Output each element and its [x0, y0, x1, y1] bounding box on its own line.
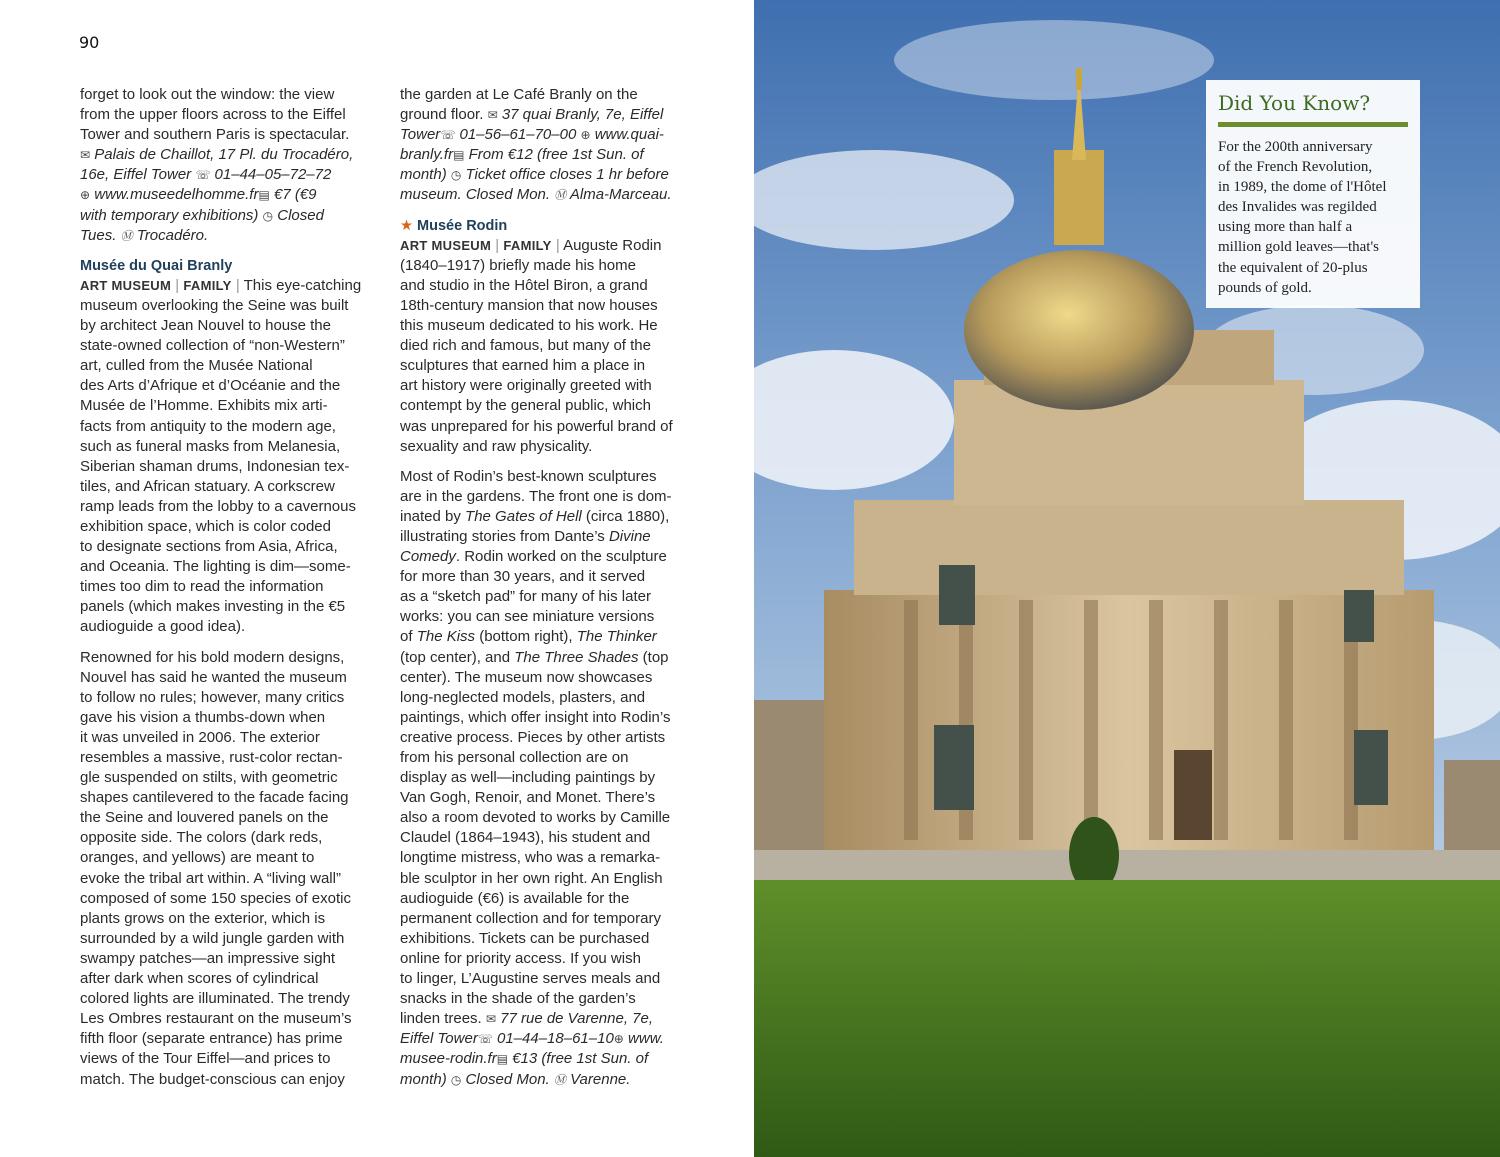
phone-text: 01–44–05–72–72	[214, 166, 332, 184]
category-tag: FAMILY	[183, 277, 232, 293]
rodin-para2	[400, 467, 698, 1090]
para-text: linden trees.	[400, 1010, 482, 1028]
para-line: to linger, L’Augustine serves meals and	[400, 970, 661, 988]
para-line: panels (which makes investing in the €5	[80, 598, 346, 616]
para-line: art history were originally greeted with	[400, 377, 652, 395]
section-title-quai-branly: Musée du Quai Branly	[80, 257, 233, 274]
artwork-title: The Kiss	[416, 628, 476, 646]
para-line: plants grows on the exterior, which is	[80, 909, 326, 927]
clock-icon: ◷	[262, 208, 274, 223]
para-line: are in the gardens. The front one is dom-	[400, 487, 672, 505]
para-line: ramp leads from the lobby to a cavernous	[80, 497, 356, 515]
para-line: Claudel (1864–1943), his student and	[400, 829, 651, 847]
para-line: the garden at Le Café Branly on the	[400, 86, 638, 103]
website-text: musee-rodin.fr	[400, 1050, 497, 1068]
did-you-know-line: For the 200th anniversary	[1218, 139, 1373, 155]
price-text: €13 (free 1st Sun. of	[512, 1050, 649, 1068]
para-line: died rich and famous, but many of the	[400, 337, 651, 355]
metro-icon: Ⓜ	[120, 228, 133, 243]
para-text: of	[400, 628, 417, 646]
para-line: and Oceania. The lighting is dim—some-	[80, 558, 351, 576]
metro-text: Alma-Marceau.	[569, 186, 672, 204]
info-line	[80, 226, 378, 246]
tag-separator: |	[175, 276, 180, 294]
tag-separator: |	[555, 236, 560, 254]
info-line	[80, 165, 378, 185]
para-text: This eye-catching	[243, 276, 362, 294]
artwork-title: Divine	[608, 527, 651, 545]
para-line	[400, 648, 698, 668]
hours-text: Ticket office closes 1 hr before	[465, 166, 669, 184]
para-line: surrounded by a wild jungle garden with	[80, 929, 345, 947]
para-line: audioguide (€6) is available for the	[400, 889, 630, 907]
quai-branly-para2	[80, 648, 378, 1090]
website-text: www.quai-	[594, 126, 664, 144]
intro-text	[80, 85, 378, 246]
para-line: such as funeral masks from Melanesia,	[80, 437, 341, 455]
para-line: after dark when scores of cylindrical	[80, 970, 319, 988]
para-line: longtime mistress, who was a remarka-	[400, 849, 661, 867]
para-line: contempt by the general public, which	[400, 397, 651, 415]
para-line: paintings, which offer insight into Rodin’s	[400, 708, 671, 726]
info-line	[80, 206, 378, 226]
para-line: Van Gogh, Renoir, and Monet. There’s	[400, 789, 656, 807]
para-text: ground floor.	[400, 106, 484, 124]
website-text: www.	[628, 1030, 664, 1048]
tag-separator: |	[235, 276, 240, 294]
hours-text: Tues.	[80, 226, 117, 244]
branly-continuation	[400, 85, 698, 206]
did-you-know-rule	[1218, 122, 1408, 127]
para-line: state-owned collection of “non-Western”	[80, 337, 345, 355]
info-line	[400, 1009, 698, 1029]
metro-icon: Ⓜ	[554, 188, 567, 203]
did-you-know-title: Did You Know?	[1218, 91, 1371, 115]
para-line: Les Ombres restaurant on the museum’s	[80, 1010, 352, 1028]
para-line: gave his vision a thumbs-down when	[80, 708, 326, 726]
address-text: Eiffel Tower	[400, 1030, 478, 1048]
artwork-title: The Gates of Hell	[465, 507, 582, 525]
did-you-know-line: the equivalent of 20-plus	[1218, 259, 1368, 276]
para-line: art, culled from the Musée National	[80, 357, 313, 375]
did-you-know-box	[1206, 80, 1420, 308]
para-line: from his personal collection are on	[400, 749, 629, 766]
did-you-know-line: of the French Revolution,	[1218, 159, 1373, 176]
para-line: snacks in the shade of the garden’s	[400, 990, 636, 1008]
metro-text: Trocadéro.	[136, 226, 209, 244]
artwork-title: The Thinker	[576, 628, 657, 646]
star-icon: ★	[400, 217, 413, 234]
para-line: resembles a massive, rust-color rectan-	[80, 749, 343, 766]
para-text: Auguste Rodin	[563, 236, 662, 254]
clock-icon: ◷	[450, 1072, 462, 1087]
info-line	[400, 1049, 698, 1069]
price-text: with temporary exhibitions)	[80, 206, 259, 224]
para-text: . Rodin worked on the sculpture	[455, 548, 667, 566]
did-you-know-line: des Invalides was regilded	[1218, 199, 1377, 216]
info-line	[400, 185, 698, 205]
envelope-icon: ✉	[80, 148, 91, 163]
info-line	[400, 165, 698, 185]
para-line: works: you can see miniature versions	[400, 608, 655, 626]
page-number: 90	[79, 33, 100, 52]
did-you-know-line: million gold leaves—that's	[1218, 239, 1380, 256]
quai-branly-para1	[80, 276, 378, 638]
para-line: to follow no rules; however, many critics	[80, 688, 345, 706]
section-title-musee-rodin	[400, 216, 698, 236]
para-line: permanent collection and for temporary	[400, 909, 661, 927]
para-line: exhibition space, which is color coded	[80, 517, 331, 535]
address-text: Palais de Chaillot, 17 Pl. du Trocadéro,	[94, 146, 354, 164]
info-line	[80, 185, 378, 205]
phone-icon: ☏	[440, 128, 456, 143]
para-line: for more than 30 years, and it served	[400, 568, 646, 586]
para-line: views of the Tour Eiffel—and prices to	[80, 1050, 331, 1068]
website-text: branly.fr	[400, 146, 454, 164]
para-text: (bottom right),	[475, 628, 577, 646]
category-tag: ART MUSEUM	[80, 277, 172, 293]
tag-separator: |	[495, 236, 500, 254]
para-line: sculptures that earned him a place in	[400, 357, 646, 375]
para-line: online for priority access. If you wish	[400, 949, 641, 967]
website-text: www.museedelhomme.fr	[94, 186, 259, 204]
category-tag: ART MUSEUM	[400, 237, 492, 253]
para-line: by architect Jean Nouvel to house the	[80, 317, 331, 335]
phone-icon: ☏	[195, 168, 211, 183]
para-line: colored lights are illuminated. The trendy	[80, 990, 350, 1008]
para-line	[400, 527, 698, 547]
para-line: Renowned for his bold modern designs,	[80, 648, 345, 666]
para-line	[400, 547, 698, 567]
envelope-icon: ✉	[487, 108, 498, 123]
info-line	[80, 145, 378, 165]
para-line: composed of some 150 species of exotic	[80, 889, 351, 907]
para-line: 18th-century mansion that now houses	[400, 296, 658, 314]
para-line: swampy patches—an impressive sight	[80, 949, 336, 967]
para-line: tiles, and African statuary. A corkscrew	[80, 477, 335, 495]
globe-icon: ⊕	[613, 1032, 624, 1047]
globe-icon: ⊕	[80, 188, 91, 203]
para-text: illustrating stories from Dante’s	[400, 527, 609, 545]
price-text: From €12 (free 1st Sun. of	[468, 146, 644, 164]
phone-text: 01–56–61–70–00	[459, 126, 577, 144]
price-text: month)	[400, 1070, 447, 1088]
para-line: long-neglected models, plasters, and	[400, 688, 646, 706]
section-title-text: Musée Rodin	[417, 217, 508, 234]
para-line: the Seine and louvered panels on the	[80, 809, 329, 827]
hours-text: museum. Closed Mon.	[400, 186, 551, 204]
artwork-title: Comedy	[400, 548, 456, 566]
ticket-icon: ▤	[496, 1052, 509, 1067]
para-line: and studio in the Hôtel Biron, a grand	[400, 276, 648, 294]
para-line	[400, 627, 698, 647]
phone-icon: ☏	[477, 1032, 493, 1047]
para-line: this museum dedicated to his work. He	[400, 317, 658, 335]
para-line: was unprepared for his powerful brand of	[400, 417, 673, 435]
address-text: 77 rue de Varenne, 7e,	[500, 1010, 654, 1028]
hours-text: Closed Mon.	[465, 1070, 550, 1088]
para-line: (1840–1917) briefly made his home	[400, 256, 636, 274]
clock-icon: ◷	[450, 168, 462, 183]
address-text: Tower	[400, 126, 441, 144]
intro-line: Tower and southern Paris is spectacular.	[80, 126, 350, 144]
para-text: (circa 1880),	[581, 507, 670, 525]
para-line: fifth floor (separate entrance) has prime	[80, 1030, 343, 1048]
text-column-1	[80, 85, 378, 1090]
did-you-know-line: pounds of gold.	[1218, 279, 1312, 296]
globe-icon: ⊕	[580, 128, 591, 143]
para-line: ble sculptor in her own right. An English	[400, 869, 663, 887]
para-text: (top	[638, 648, 669, 666]
para-line: audioguide a good idea).	[80, 618, 246, 636]
envelope-icon: ✉	[485, 1012, 496, 1027]
rodin-para1	[400, 236, 698, 457]
para-text: (top center), and	[400, 648, 515, 666]
para-line: times too dim to read the information	[80, 578, 324, 596]
para-line: it was unveiled in 2006. The exterior	[80, 728, 320, 746]
did-you-know-line: in 1989, the dome of l'Hôtel	[1218, 179, 1387, 196]
phone-text: 01–44–18–61–10	[497, 1030, 614, 1048]
para-line: facts from antiquity to the modern age,	[80, 417, 336, 435]
hours-text: Closed	[277, 206, 324, 224]
para-line: also a room devoted to works by Camille	[400, 809, 671, 827]
para-line: des Arts d’Afrique et d’Océanie and the	[80, 377, 341, 395]
info-line	[400, 105, 698, 125]
price-text: month)	[400, 166, 447, 184]
para-text: inated by	[400, 507, 466, 525]
para-line: Most of Rodin’s best-known sculptures	[400, 467, 657, 485]
artwork-title: The Three Shades	[514, 648, 639, 666]
category-tag: FAMILY	[503, 237, 552, 253]
para-line: center). The museum now showcases	[400, 668, 653, 686]
intro-line: from the upper floors across to the Eiffel	[80, 106, 346, 124]
para-line: evoke the tribal art within. A “living wall”	[80, 869, 341, 887]
para-line: gle suspended on stilts, with geometric	[80, 769, 338, 787]
address-text: 16e, Eiffel Tower	[80, 166, 192, 184]
para-line: Musée de l’Homme. Exhibits mix arti-	[80, 397, 328, 415]
ticket-icon: ▤	[453, 148, 465, 163]
para-line: match. The budget-conscious can enjoy	[80, 1070, 345, 1088]
intro-line: forget to look out the window: the view	[80, 86, 335, 103]
tag-line	[400, 236, 698, 256]
para-line: as a “sketch pad” for many of his later	[400, 588, 651, 606]
info-line	[400, 1029, 698, 1049]
para-line: Siberian shaman drums, Indonesian tex-	[80, 457, 350, 475]
info-line	[400, 145, 698, 165]
metro-icon: Ⓜ	[553, 1072, 566, 1087]
para-line: museum overlooking the Seine was built	[80, 296, 349, 314]
metro-text: Varenne.	[570, 1070, 631, 1088]
price-text: €7 (€9	[273, 186, 317, 204]
para-line: display as well—including paintings by	[400, 769, 656, 787]
para-line: exhibitions. Tickets can be purchased	[400, 929, 650, 947]
para-line: oranges, and yellows) are meant to	[80, 849, 315, 867]
text-column-2	[400, 85, 698, 1090]
ticket-icon: ▤	[258, 188, 270, 203]
address-text: 37 quai Branly, 7e, Eiffel	[501, 106, 664, 124]
para-line: shapes cantilevered to the facade facing	[80, 789, 349, 807]
tag-line	[80, 276, 378, 296]
did-you-know-body	[1218, 137, 1408, 298]
para-line: to designate sections from Asia, Africa,	[80, 538, 338, 556]
para-line: creative process. Pieces by other artists	[400, 728, 666, 746]
para-line	[400, 507, 698, 527]
info-line	[400, 1070, 698, 1090]
did-you-know-line: using more than half a	[1218, 219, 1353, 236]
para-line: Nouvel has said he wanted the museum	[80, 668, 347, 686]
info-line	[400, 125, 698, 145]
para-line: sexuality and raw physicality.	[400, 437, 593, 455]
para-line: opposite side. The colors (dark reds,	[80, 829, 323, 847]
